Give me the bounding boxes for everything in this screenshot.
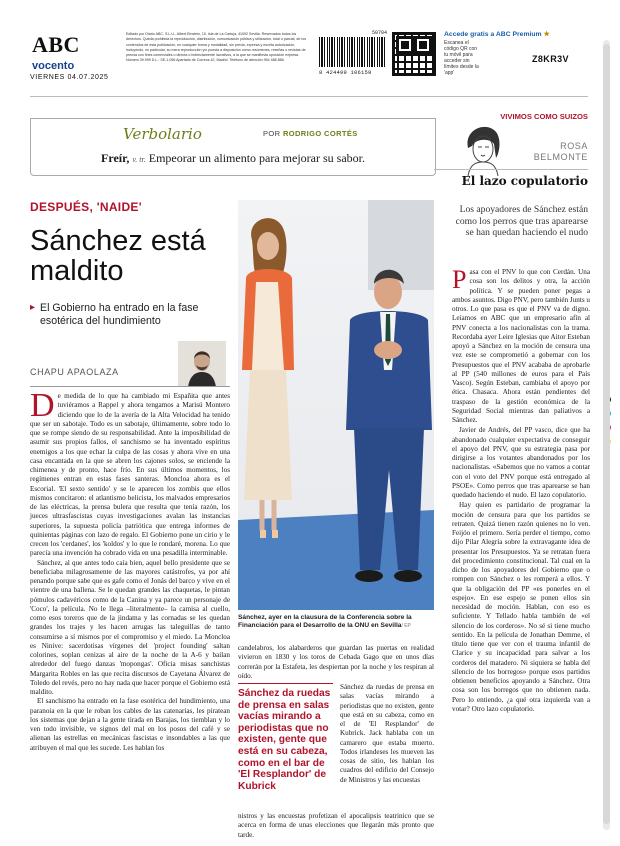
verbolario-byline: POR RODRIGO CORTÉS bbox=[263, 129, 358, 138]
abc-logo[interactable]: ABC bbox=[32, 32, 80, 57]
caption-text: Sánchez, ayer en la clausura de la Conferencia sobre la Financiación para el Desarrollo de la ONU en Sevilla bbox=[238, 614, 412, 629]
article-paragraph: Sánchez da ruedas de prensa en salas vacías mirando a periodistas que no existen, gente que está en su cabeza, como en el de 'El Resplandor' de Kubrick. Jack hablaba con un camarero que estaba muerto. Todos irlandeses les mueven las cosas de sitio, les hablan los cuadros del edificio del Consejo de Ministros y las encuestas bbox=[340, 683, 434, 784]
opinion-dropcap: P bbox=[452, 265, 467, 294]
opinion-author-last: BELMONTE bbox=[533, 152, 588, 162]
verbolario-word: Freír, bbox=[101, 151, 130, 165]
article-byline: CHAPU APAOLAZA bbox=[30, 367, 119, 377]
opinion-divider bbox=[434, 169, 588, 170]
article-photo bbox=[238, 200, 434, 610]
article-paragraph: e medida de lo que ha cambiado mi Españita que antes tuviéramos a Rappel y ahora tengamos a Marisú Montero diciendo que lo de la avería de la Alta Velocidad ha tenido que ser un sabotaje. Todo es un sabotaje, últimamente, sobre todo lo que se rompe siendo de su responsabilidad. Ante la imposibilidad de asumir sus propios fallos, el sanchismo se ha inventado espíritus enemigos a los que echar la culpa de las cosas y ahora vive en una casa encantada en la que se abren los cajones solos, se enciende la chimenea y de pronto, hace frío. En sus últimos momentos, los regímenes entran en estas fases santeras. Moncloa ahora es el Escorial. 'El sexto sentido' y se le aparecen los zombis que ellos mismos concitaron: el atlantismo belicista, los malvados empresarios de las eléctricas, la prensa bulera que resulta que tenía razón, los jueces ultrasfascistas cuyas investigaciones avalan las instancias superiores, la supuesta policía patriótica que entrega informes de quinientas páginas con lazo de regalo. El Gobierno pone un cirio y le crecen los 'cerdanes', los 'koldos' y lo que le rondaré, morena. Lo que parecía una invención ha cobrado vida en una pesadilla interminable. bbox=[30, 392, 230, 558]
opinion-author-first: ROSA bbox=[560, 141, 588, 151]
qr-code-icon[interactable] bbox=[392, 32, 436, 76]
vocento-logo: vocento bbox=[32, 60, 75, 72]
barcode-number: 8 424499 106159 bbox=[319, 69, 372, 76]
opinion-section-kicker: VIVIMOS COMO SUIZOS bbox=[500, 112, 588, 121]
scrollbar-thumb[interactable] bbox=[603, 44, 610, 824]
vertical-scrollbar[interactable] bbox=[603, 40, 610, 830]
verbolario-box bbox=[30, 118, 436, 176]
premium-code: Z8KR3V bbox=[532, 54, 569, 64]
byline-divider bbox=[30, 386, 230, 387]
article-paragraph: El sanchismo ha entrado en la fase esotérica del hundimiento, una paranoia en la que le roban los cables de las catenarias, les piratean los sistemas que dejan a la gente tirada en Barajas, los tiemblan y lo ven todo invisible, ve signos del mal en los posos del café y se alienan las estrellas en mecánicas fascistas e insondables a las que atribuyen el mal que les sucede. Les hablan los bbox=[30, 697, 230, 752]
opinion-deck: Los apoyadores de Sánchez están como los perros que tras aparearse se han quedan haciendo el nudo bbox=[455, 204, 588, 239]
barcode-top-number: 50704 bbox=[371, 30, 387, 36]
article-pullquote: Sánchez da ruedas de prensa en salas vacías mirando a periodistas que no existen, gente que está en su cabeza, como en el bar de 'El Resplandor' de Kubrick bbox=[238, 683, 333, 792]
legal-notice: Editado por Diario ABC, S.L.U., Albert Einstein, 10, Isla de La Cartuja, 41092 Sevilla. Reservados todos los derechos. Queda prohibida la reproducción, distribución, comunicación pública y utilización, total o parcial, de los contenidos de esta publicación, en cualquier forma y modalidad, sin previa, expresa y escrita autorización, incluyendo, en particular, su mera reproducción y/o puesta a disposición como resúmenes, reseñas o revistas de prensa con fines comerciales o directa o indirectamente lucrativos, a la que se manifiesta oposición expresa. Número 39.999 D.L.: SE-1.056 Apartado de Correos 42, Madrid. Teléfono de atención 954 488 888. bbox=[126, 32, 306, 63]
verbolario-meaning: Empeorar un alimento para mejorar su sabor. bbox=[148, 151, 365, 165]
barcode-bars bbox=[319, 37, 387, 67]
author-photo bbox=[178, 341, 226, 387]
article-paragraph: candelabros, los alabarderos que guardan las puertas en realidad vivieron en 1830 y los toros de Cebada Gago que en unos días correrán por la Estafeta, les despiertan por la noche y les respiran al oído. bbox=[238, 644, 434, 680]
opinion-body bbox=[452, 265, 590, 715]
article-body-col2-top bbox=[238, 644, 434, 681]
article-dropcap: D bbox=[30, 387, 55, 424]
article-body-col1 bbox=[30, 387, 230, 753]
verbolario-grammar: v. tr. bbox=[132, 155, 146, 164]
opinion-paragraph: Javier de Andrés, del PP vasco, dice que ha abandonado cualquier expectativa de conseguir el apoyo del PNV, que su estrategia pasa por dirigirse a los votantes abandonados por los nacionalistas. «Sabemos que no vamos a contar con el voto del PNV porque está entregado al PSOE». Como perros que tras aparearse se han quedado haciendo el nudo. El lazo copulatorio. bbox=[452, 426, 590, 499]
opinion-paragraph: asa con el PNV lo que con Cerdán. Una cosa son los delitos y otra, la acción política. Y se pueden poner pegas a ambos asuntos. Digo PNV, pero también Junts u otros. Lo que pasa es que el PNV va de digno. Leíamos en ABC que un empresario afín al PNV conecta a los nacionalistas con la trama. Recordaba ayer Leire Iglesias que Aitor Esteban apoyó a Sánchez en la moción de censura una vez este se comprometió a gobernar con los Presupuestos que el PNV acababa de aprobarle al PP (540 millones de euros para el País Vasco). Según Esteban, cambiaba el apoyo por ética. Chasaca. Ahora están pendientes del traspaso de la gestión económica de la Seguridad Social mientras dan paliativos a Sánchez. bbox=[452, 268, 590, 424]
opinion-paragraph: Hay quien es partidario de programar la moción de censura para que los partidos se retraten. Quizá tienen razón quienes no lo ven. Feijóo el primero. Sería perder el tiempo, como dijo Pilar Alegría sobre la extravagante idea de presentar los Presupuestos. Ya se retratan fuera del procedimiento constitucional. Tal cual en la dicho de los apoyadores del Gobierno que o rompen con Sánchez o les romperá a ellos. Y que la obligación del PP «es ponerles en el espejo». En ese espejo se ponen ellos sin necesidad de moción. Hablan, con eso es suficiente. Y Tellado habla también de «el silencio de los corderos». No sé si tiene mucho sentido. En la película de Jonathan Demme, el título tiene que ver con el trauma infantil de Clarice y su incapacidad para salvar a los corderos del matadero. Ni siquiera se habla del silencio de los borregos» porque esos partidos obtienen beneficios apoyando a Sánchez. Otra cosa son los borregos que no obtienen nada. Pero lo entiendo, ¿a qué otra izquierda van a votar? Otro lazo copulatorio. bbox=[452, 501, 590, 713]
photo-caption bbox=[238, 614, 434, 630]
opinion-title[interactable]: El lazo copulatorio bbox=[461, 174, 588, 188]
article-body-col2-bottom bbox=[238, 812, 434, 840]
opinion-author bbox=[452, 141, 588, 163]
article-body-col2-right bbox=[340, 683, 434, 785]
article-deck: ▸ El Gobierno ha entrado en la fase esotérica del hundimiento bbox=[30, 302, 230, 327]
edition-date: VIERNES 04.07.2025 bbox=[30, 74, 109, 81]
verbolario-title: Verbolario bbox=[123, 125, 202, 143]
barcode bbox=[319, 32, 387, 80]
article-paragraph: nistros y las encuestas profetizan el apocalipsis teatrinico que se acerca en forma de unas elecciones que llegarán más pronto que tarde. bbox=[238, 812, 434, 839]
article-paragraph: Sánchez, al que antes todo caía bien, aquel bello presidente que se beneficiaba milagrosamente de las mayores catástrofes, ya por ahí penando porque sabe que es gafe como el Jonás del barco y vive en el vientre de una ballena. Se le quedan grandes las chaquetas, le pintan pómulos cadavéricos como de la Canina y ya parece un personaje de 'Coco', la película. No le llega –literalmente– la camisa al cuello, como esos toreros que de la jindama y las cornadas se les quedan grandes los trajes y les hacen arrugas las taleguillas de tanto consumirse a sí mismos por el compromiso y el miedo. La Moncloa es Ninive: sacerdotisas vírgenes del 'project founding' saltan colorines, soplan cenizas al aire de la noche de la A-6 y bailan alrededor del fuego danzas 'mopongas'. Oficia misas sanchistas Margarita Robles en las que recita discursos de Cayetana Álvarez de Toledo del revés, pero no hay nada que hacer porque el Gobierno está maldito. bbox=[30, 558, 230, 696]
masthead bbox=[30, 30, 590, 92]
masthead-divider bbox=[30, 96, 588, 97]
photo-credit: / EP bbox=[401, 623, 411, 629]
article-headline[interactable]: Sánchez está maldito bbox=[30, 225, 206, 287]
premium-promo bbox=[444, 30, 590, 76]
premium-text: Escanea el código QR con tu móvil para acceder sin límites desde la 'app' bbox=[444, 40, 479, 76]
premium-title[interactable]: Accede gratis a ABC Premium ★ bbox=[444, 31, 550, 38]
star-icon: ★ bbox=[543, 31, 550, 38]
verbolario-definition bbox=[31, 151, 435, 166]
article-kicker: DESPUÉS, 'NAIDE' bbox=[30, 200, 142, 214]
